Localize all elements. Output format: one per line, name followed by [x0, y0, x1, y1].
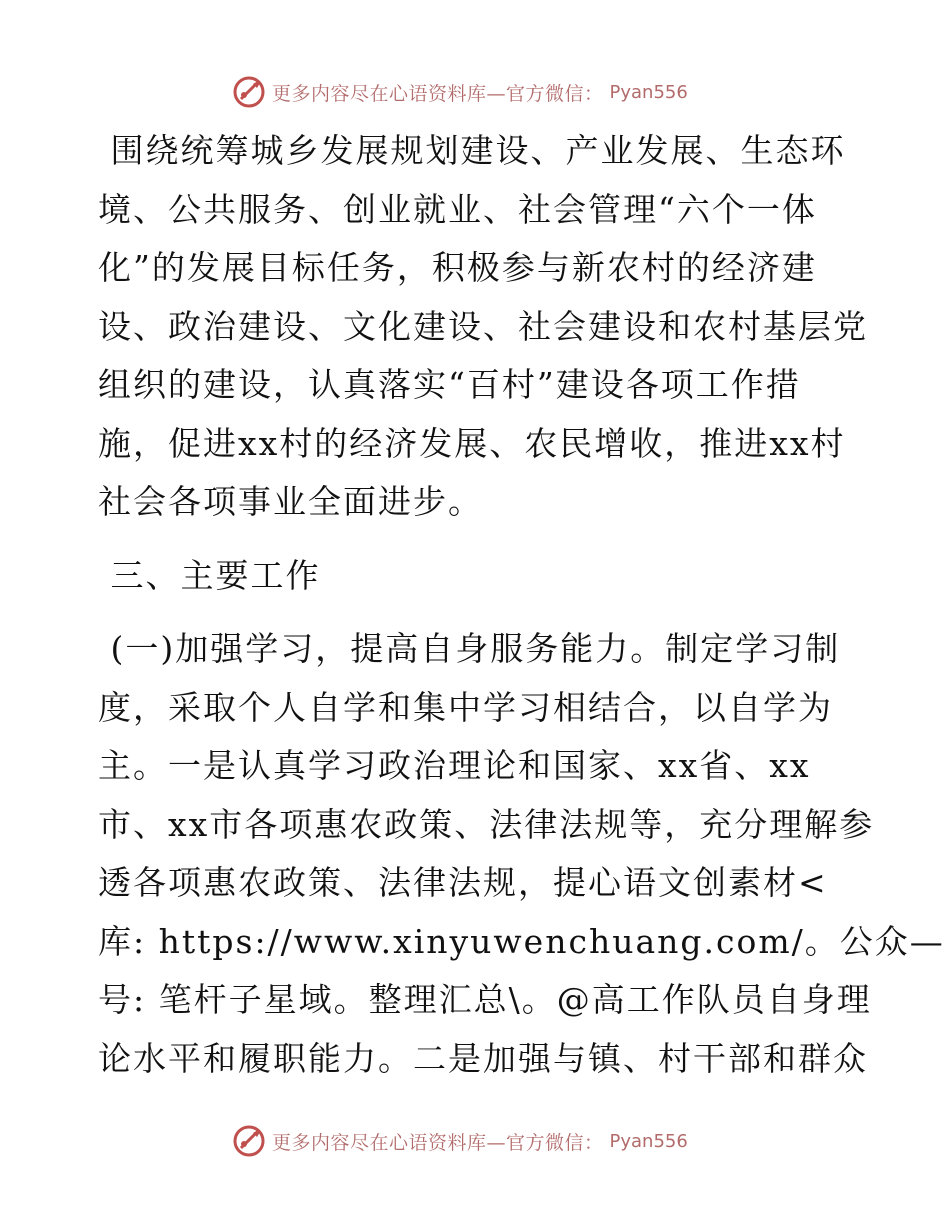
text-line: 组织的建设，认真落实“百村”建设各项工作措: [98, 365, 801, 404]
text-line: 透各项惠农政策、法律法规，提心语文创素材<: [98, 863, 828, 902]
text-line: 围绕统筹城乡发展规划建设、产业发展、生态环: [98, 131, 846, 170]
text-line: 社会各项事业全面进步。: [98, 482, 483, 521]
text-line: 度，采取个人自学和集中学习相结合，以自学为: [98, 687, 833, 727]
document-body: [98, 122, 945, 1088]
text-line: 论水平和履职能力。二是加强与镇、村干部和群众: [98, 1038, 868, 1078]
brand-logo-icon: [232, 1124, 266, 1158]
watermark-id: Pyan556: [609, 81, 688, 103]
text-line: 号: 笔杆子星域。整理汇总\。@高工作队员自身理: [98, 980, 872, 1019]
watermark-footer: [232, 1121, 688, 1161]
text-line: 化”的发展目标任务，积极参与新农村的经济建: [98, 248, 817, 287]
text-line: 境、公共服务、创业就业、社会管理“六个一体: [98, 189, 817, 229]
section-heading: 三、主要工作: [98, 555, 321, 595]
watermark-text: 更多内容尽在心语资料库—官方微信：: [272, 1131, 604, 1154]
text-line: (一)加强学习，提高自身服务能力。制定学习制: [98, 629, 841, 668]
text-line: 设、政治建设、文化建设、社会建设和农村基层党: [98, 306, 868, 346]
text-line: 库: https://www.xinyuwenchuang.com/。公众—: [98, 921, 945, 961]
watermark-text: 更多内容尽在心语资料库—官方微信：: [272, 82, 604, 105]
text-line: 施，促进xx村的经济发展、农民增收，推进xx村: [98, 423, 846, 463]
brand-logo-icon: [232, 75, 266, 109]
paragraph-goal: [98, 122, 868, 532]
text-line: 主。一是认真学习政治理论和国家、xx省、xx: [98, 746, 811, 785]
watermark-id: Pyan556: [609, 1130, 688, 1152]
paragraph-study: [98, 620, 945, 1088]
watermark-header: [232, 72, 688, 112]
text-line: 市、xx市各项惠农政策、法律法规等，充分理解参: [98, 804, 875, 844]
